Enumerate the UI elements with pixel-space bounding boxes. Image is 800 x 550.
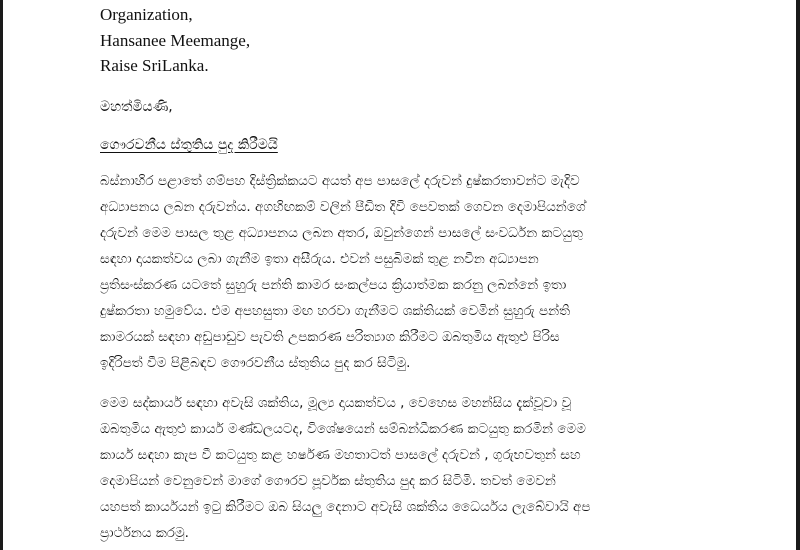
paragraph-line: ප්‍රාර්ථනය කරමු. xyxy=(100,525,189,541)
paragraph-line: සඳහා දායකත්වය ලබා ගැනීම ඉතා අසීරුය. එවන් පසුබිමක් තුළ නවීන අධ්‍යාපන xyxy=(100,251,539,267)
paragraph-line: දෙමාපියන් වෙනුවෙන් මාගේ ගෞරව පූර්වක ස්තුතිය පුද කර සිටිමි. තවත් මෙවන් xyxy=(100,473,556,489)
paragraph-line: බස්නාහිර පළාතේ ගම්පහ දිස්ත්‍රික්කයට අයත් අප පාසලේ දරුවන් දුෂ්කරතාවන්ට මැදිව xyxy=(100,173,580,189)
paragraph-line: කාර්ය සඳහා කැප වී කටයුතු කළ හර්ෂණ මහතාටත් පාසලේ දරුවන් , ගුරුභවතුන් සහ xyxy=(100,447,581,463)
paragraph-line: කාමරයක් සඳහා අඩුපාඩුව පැවති උපකරණ පරිත්‍යාග කිරීමට ඔබතුමිය ඇතුළු පිරිස xyxy=(100,329,560,345)
recipient-organization-name: Raise SriLanka. xyxy=(100,56,209,75)
recipient-organization: Organization, xyxy=(100,5,193,24)
paragraph-line: දරුවන් මෙම පාසල තුළ අධ්‍යාපනය ලබන අතර, ඔවුන්ගෙන් පාසලේ සංවර්ධන කටයුතු xyxy=(100,225,583,241)
paragraph-line: අධ්‍යාපනය ලබන දරුවන්ය. අගහිඟකම් වලින් පීඩිත දිවි පෙවතක් ගෙවන දෙමාපියන්ගේ xyxy=(100,199,586,215)
recipient-name: Hansanee Meemange, xyxy=(100,31,251,50)
letter-subject: ගෞරවනීය ස්තුතිය පුද කිරීමයි xyxy=(100,137,278,153)
paragraph-line: යහපත් කාර්යයන් ඉටු කිරීමට ඔබ සියලු දෙනාට අවැසි ශක්තිය ධෛර්යය ලැබේවායි අප xyxy=(100,499,591,515)
paragraph-line: මෙම සද්කාර්ය සඳහා අවැසි ශක්තිය, මූල්‍ය දායකත්වය , වෙහෙස මහන්සිය දැක්වූවා වූ xyxy=(100,395,572,411)
body-paragraph-2 xyxy=(100,390,700,546)
paragraph-line: ඔබතුමිය ඇතුළු කාර්ය මණ්ඩලයටද, විශේෂයෙන් සම්බන්ධීකරණ කටයුතු කරමින් මෙම xyxy=(100,421,586,437)
scan-edge-left xyxy=(0,0,3,550)
paragraph-line: දුෂ්කරතා හමුවේය. එම අපහසුතා මඟ හරවා ගැනීමට ශක්තියක් වෙමින් සුහුරු පන්ති xyxy=(100,303,571,319)
scan-edge-right xyxy=(796,0,800,550)
salutation: මහත්මියණි, xyxy=(100,99,173,115)
paragraph-line: ඉදිරිපත් වීම පිළිබඳව ගෞරවනීය ස්තුතිය පුද කර සිටිමු. xyxy=(100,355,411,371)
body-paragraph-1 xyxy=(100,168,700,376)
paragraph-line: ප්‍රතිසංස්කරණ යටතේ සුහුරු පන්ති කාමර සංකල්පය ක්‍රියාත්මක කරනු ලබන්නේ ඉතා xyxy=(100,277,567,293)
